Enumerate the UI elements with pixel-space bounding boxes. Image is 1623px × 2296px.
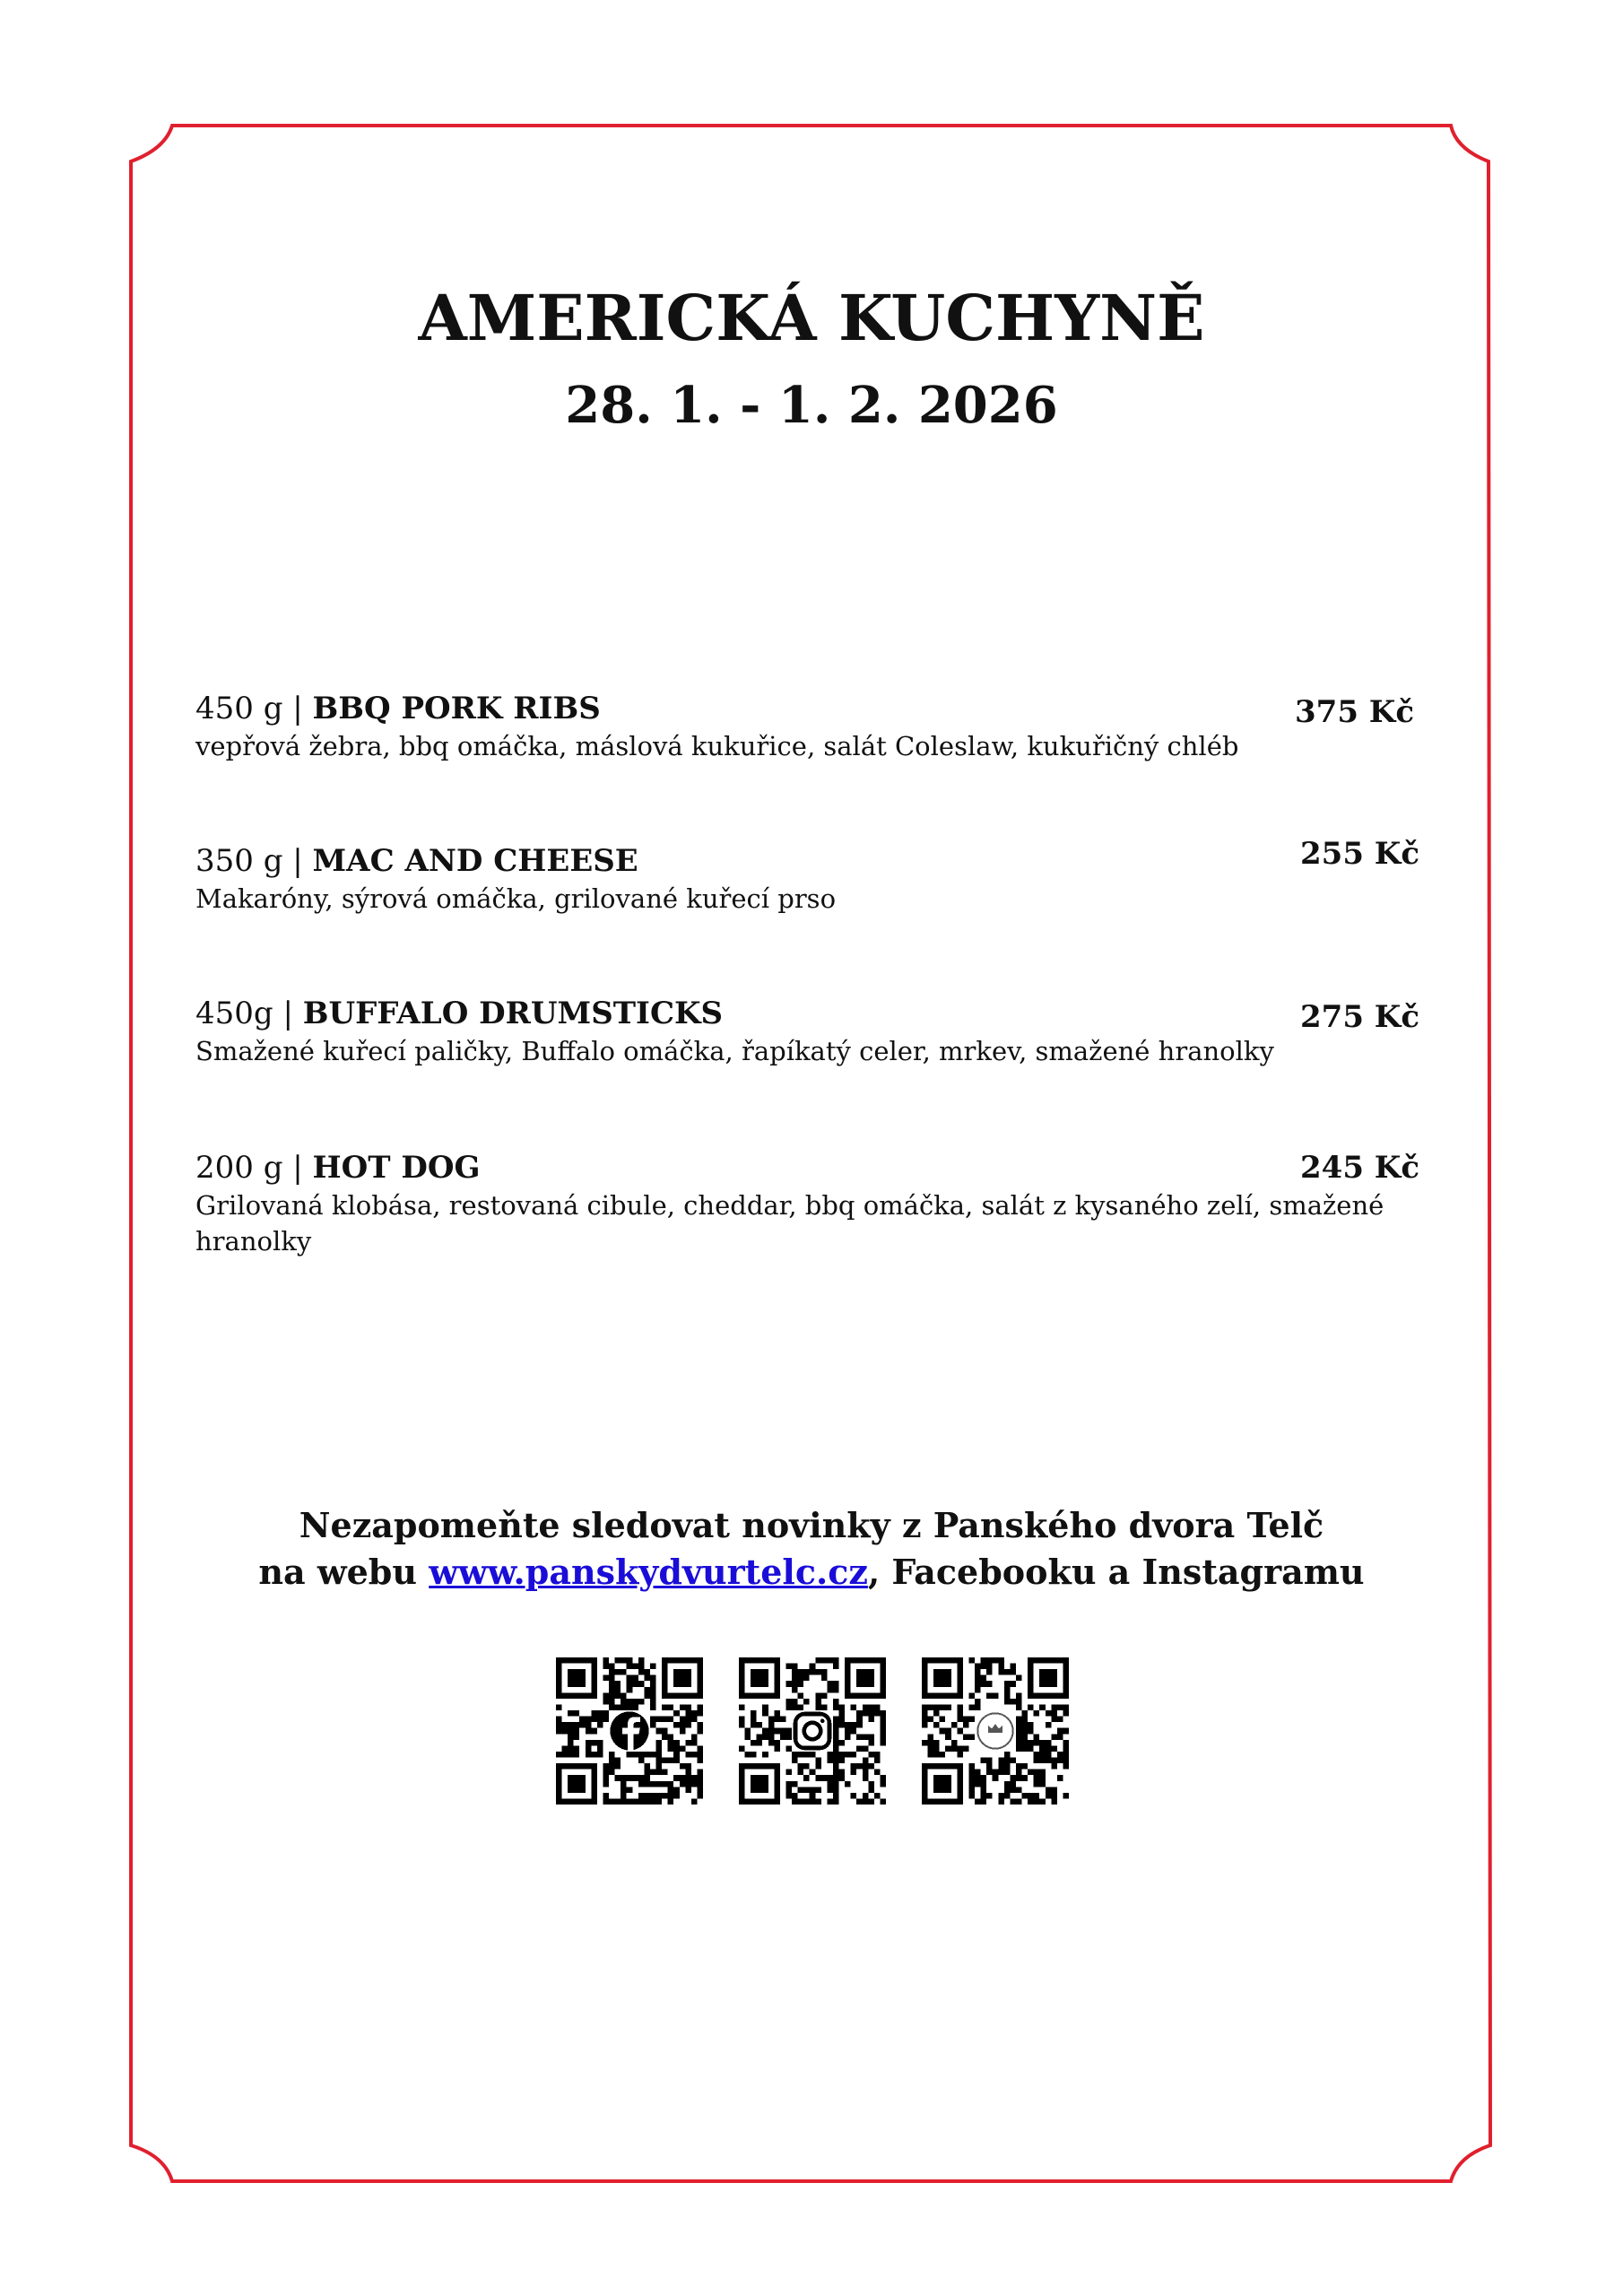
item-heading — [195, 1148, 1406, 1187]
panskydvur-logo-icon — [977, 1713, 1012, 1748]
menu-item — [195, 1148, 1406, 1259]
menu-item — [195, 841, 1406, 917]
website-link[interactable]: www.panskydvurtelc.cz — [429, 1552, 868, 1592]
menu-title: AMERICKÁ KUCHYNĚ — [418, 281, 1205, 355]
item-description: Grilovaná klobása, restovaná cibule, cheddar, bbq omáčka, salát z kysaného zelí, smažené hranolky — [195, 1190, 1384, 1257]
item-price: 275 Kč — [1300, 999, 1420, 1035]
item-separator: | — [282, 691, 313, 726]
item-description: vepřová žebra, bbq omáčka, máslová kukuřice, salát Coleslaw, kukuřičný chléb — [195, 731, 1239, 761]
qr-code-facebook[interactable] — [556, 1657, 703, 1805]
follow-us-line-1: Nezapomeňte sledovat novinky z Panského dvora Telč — [299, 1505, 1324, 1545]
item-separator: | — [282, 1150, 313, 1186]
follow-us-suffix: , Facebooku a Instagramu — [867, 1552, 1365, 1592]
qr-code-website[interactable] — [922, 1657, 1069, 1805]
item-price: 375 Kč — [1295, 694, 1415, 730]
instagram-icon — [795, 1714, 829, 1748]
item-price: 255 Kč — [1300, 836, 1420, 872]
item-name: BBQ PORK RIBS — [312, 691, 601, 726]
item-name: MAC AND CHEESE — [312, 843, 638, 879]
menu-item — [195, 994, 1406, 1069]
item-weight: 200 g — [195, 1150, 283, 1186]
menu-date: 28. 1. - 1. 2. 2026 — [565, 376, 1058, 435]
item-description: Makaróny, sýrová omáčka, grilované kuřecí prso — [195, 883, 837, 914]
follow-us-line-2 — [0, 1549, 1623, 1596]
item-price: 245 Kč — [1300, 1150, 1420, 1186]
facebook-icon — [610, 1711, 648, 1750]
item-name: HOT DOG — [312, 1150, 481, 1186]
qr-code-instagram[interactable] — [739, 1657, 886, 1805]
follow-us-note — [0, 1502, 1623, 1596]
item-description: Smažené kuřecí paličky, Buffalo omáčka, řapíkatý celer, mrkev, smažené hranolky — [195, 1036, 1274, 1066]
item-name: BUFFALO DRUMSTICKS — [302, 996, 724, 1031]
item-weight: 350 g — [195, 843, 283, 879]
qr-code-row — [556, 1657, 1069, 1805]
follow-us-prefix: na webu — [258, 1552, 430, 1592]
item-heading — [195, 689, 1406, 728]
item-separator: | — [282, 843, 313, 879]
item-heading — [195, 841, 1406, 881]
item-weight: 450 g — [195, 691, 283, 726]
item-weight: 450g — [195, 996, 273, 1031]
item-separator: | — [273, 996, 303, 1031]
menu-item — [195, 689, 1406, 764]
item-heading — [195, 994, 1406, 1033]
